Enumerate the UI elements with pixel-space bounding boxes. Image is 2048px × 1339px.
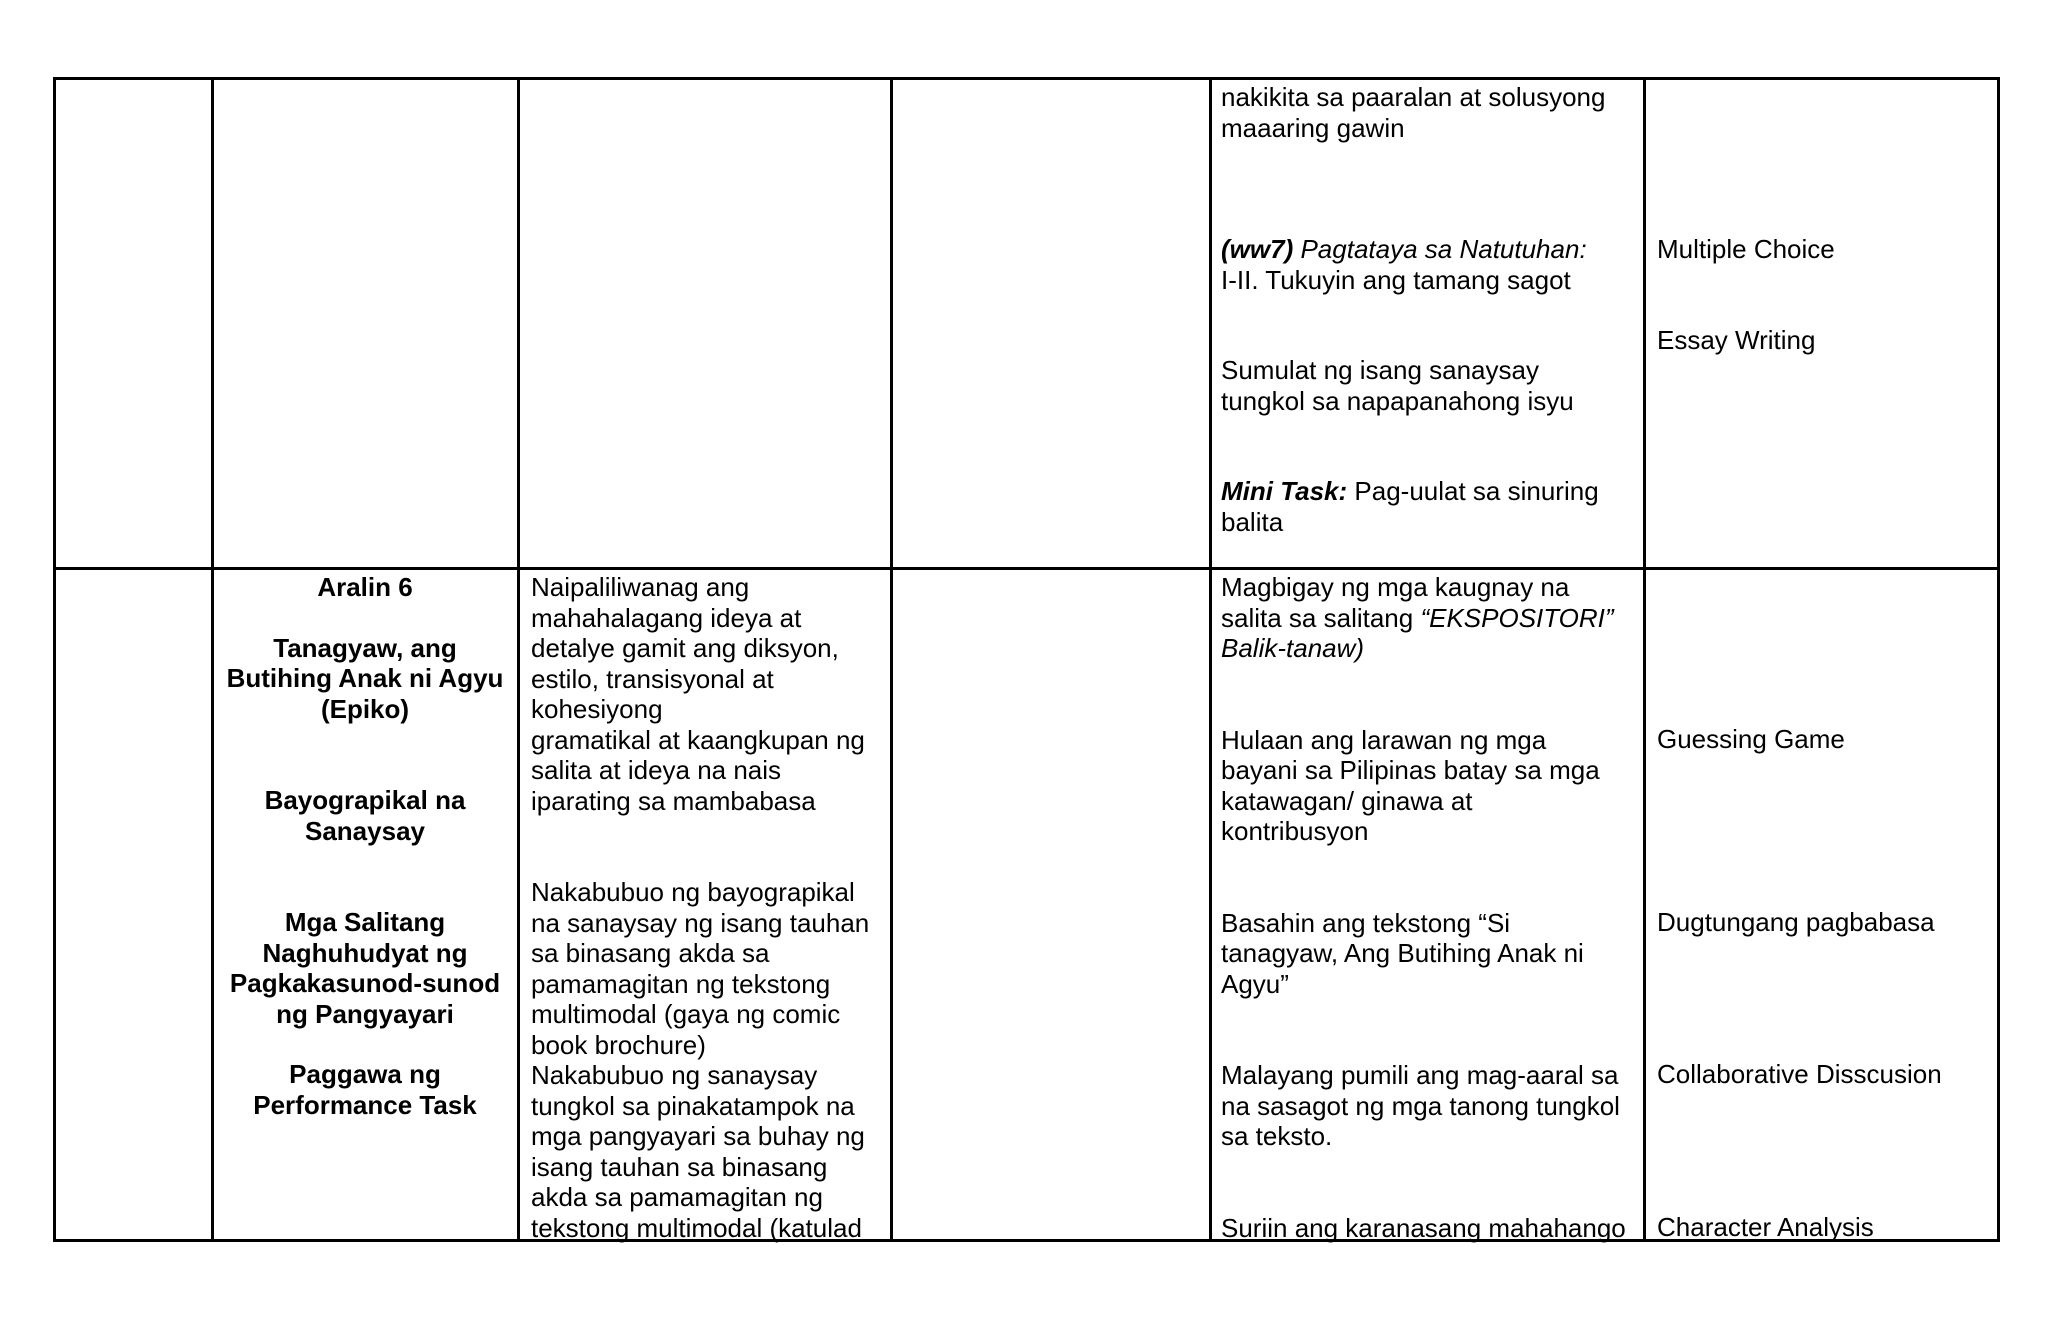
assessment-item: Character Analysis <box>1657 1211 1874 1242</box>
activity-item <box>1221 572 1641 664</box>
quiz-heading <box>1221 234 1641 265</box>
lesson-title: Tanagyaw, ang Butihing Anak ni Agyu (Epiko) <box>226 632 504 724</box>
assessment-item: Essay Writing <box>1657 324 1816 355</box>
quiz-title: Pagtataya sa Natutuhan: <box>1293 234 1587 264</box>
mini-task-text: Pag-uulat sa sinuring balita <box>1221 476 1599 537</box>
mini-task <box>1221 476 1641 537</box>
connectors-heading: Mga Salitang Naghuhudyat ng Pagkakasunod-sunod ng Pangyayari <box>229 907 501 1029</box>
topic-cell <box>214 572 516 1120</box>
procedure-intro: nakikita sa paaralan at solusyong maaaring gawin <box>1221 82 1606 143</box>
performance-task-heading: Paggawa ng Performance Task <box>253 1059 477 1120</box>
column-divider <box>1209 77 1212 1242</box>
table-top-border <box>53 77 2000 80</box>
activity-item: Basahin ang tekstong “Si tanagyaw, Ang Butihing Anak ni Agyu” <box>1221 907 1584 999</box>
lesson-number: Aralin 6 <box>317 572 413 602</box>
column-divider <box>517 77 520 1242</box>
assessment-item: Guessing Game <box>1657 724 1845 754</box>
assessment-cell <box>1657 234 1993 355</box>
assessment-item: Dugtungang pagbabasa <box>1657 906 1935 937</box>
quiz-code: (ww7) <box>1221 234 1294 264</box>
competency-item: Nakabubuo ng sanaysay tungkol sa pinakatampok na mga pangyayari sa buhay ng isang tauhan sa binasang akda sa pamamagitan ng tekstong multimodal (katulad <box>531 1060 865 1243</box>
quiz-instruction: I-II. Tukuyin ang tamang sagot <box>1221 264 1571 295</box>
column-divider <box>1643 77 1646 1242</box>
column-divider <box>53 77 56 1242</box>
row-divider <box>53 567 2000 570</box>
assessment-item: Collaborative Disscusion <box>1657 1059 1942 1089</box>
competency-item: Naipaliliwanag ang mahahalagang ideya at detalye gamit ang diksyon, estilo, transisyonal at kohesiyong gramatikal at kaangkupan ng salita at ideya na nais iparating sa mambabasa <box>531 572 865 816</box>
competency-cell <box>531 572 889 1243</box>
procedure-cell <box>1221 572 1641 1243</box>
procedure-cell <box>1221 82 1641 537</box>
assessment-item: Multiple Choice <box>1657 234 1835 264</box>
essay-type-heading: Bayograpikal na Sanaysay <box>264 785 466 846</box>
activity-item: Malayang pumili ang mag-aaral sa na sasagot ng mga tanong tungkol sa teksto. <box>1221 1060 1620 1151</box>
column-divider <box>1997 77 2000 1242</box>
competency-item: Nakabubuo ng bayograpikal na sanaysay ng isang tauhan sa binasang akda sa pamamagitan ng tekstong multimodal (gaya ng comic book brochure) <box>531 877 870 1060</box>
mini-task-label: Mini Task: <box>1221 476 1348 506</box>
activity-item: Hulaan ang larawan ng mga bayani sa Pilipinas batay sa mga katawagan/ ginawa at kontribusyon <box>1221 724 1600 846</box>
activity-item: Suriin ang karanasang mahahango <box>1221 1212 1626 1243</box>
column-divider <box>890 77 893 1242</box>
activity-text: Magbigay ng mga kaugnay na salita sa salitang <box>1221 572 1570 633</box>
assessment-cell <box>1657 724 1993 1242</box>
essay-prompt: Sumulat ng isang sanaysay tungkol sa napapanahong isyu <box>1221 355 1574 416</box>
activity-emphasis: “EKSPOSITORI” Balik-tanaw) <box>1221 602 1614 663</box>
